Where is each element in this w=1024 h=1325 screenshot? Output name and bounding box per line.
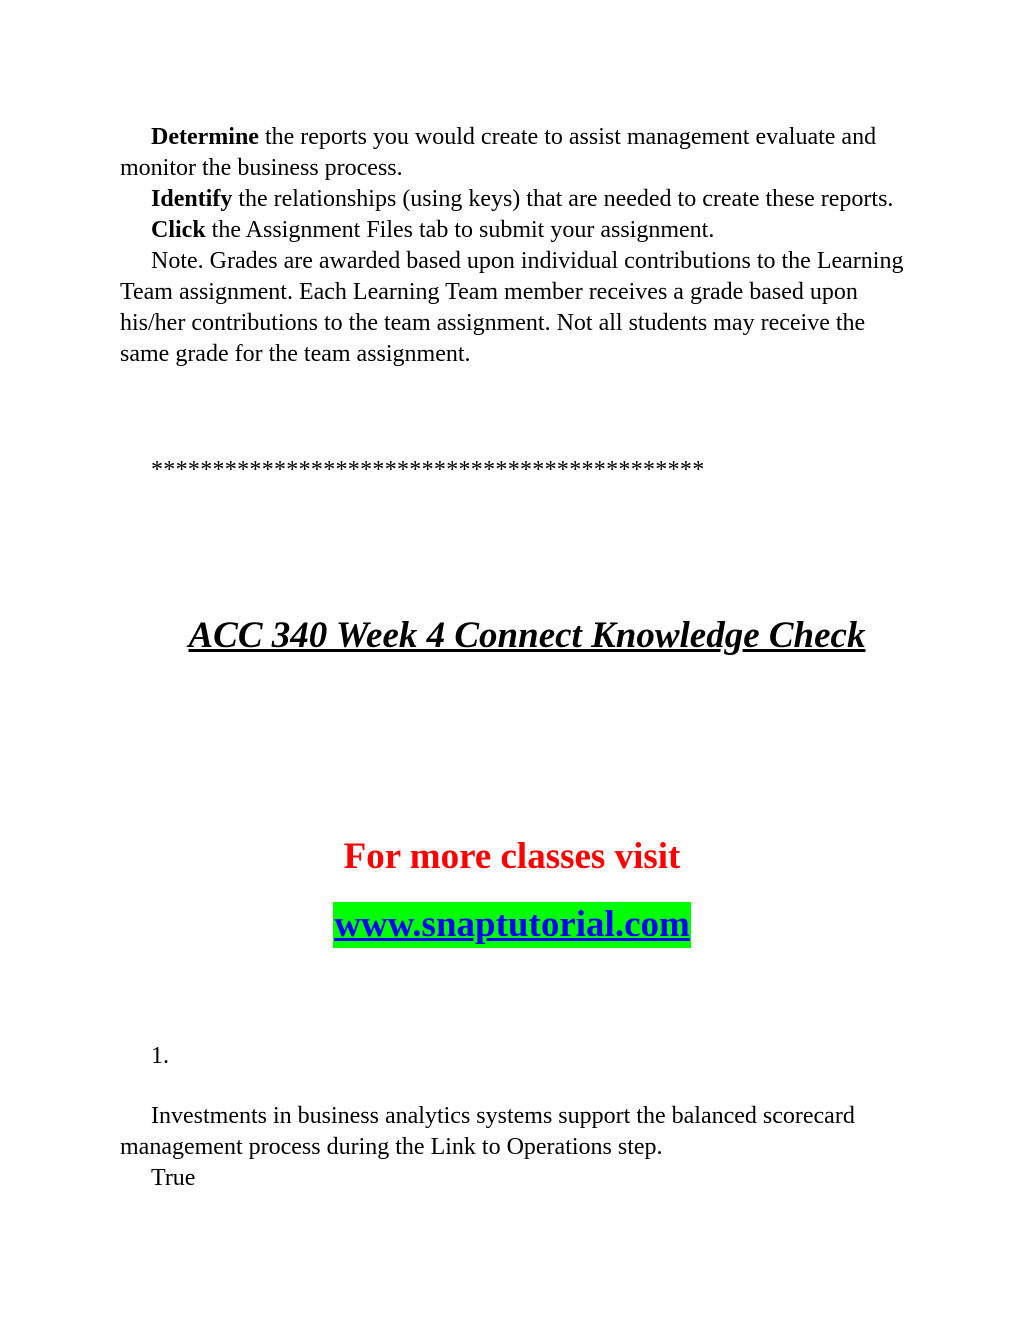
promo-link-row <box>0 902 1024 948</box>
paragraph-determine <box>120 122 910 184</box>
paragraph-identify <box>120 184 910 215</box>
keyword-determine: Determine <box>151 124 259 150</box>
promo-heading: For more classes visit <box>343 836 681 877</box>
question-number: 1. <box>151 1043 169 1069</box>
paragraph-click-text: the Assignment Files tab to submit your assignment. <box>205 217 715 243</box>
paragraph-click <box>120 215 910 246</box>
paragraph-note-text: Note. Grades are awarded based upon individual contributions to the Learning Team assignment. Each Learning Team member receives a grade based upon his/her contributions to the team assignment. Not all students may receive the same grade for the team assignment. <box>120 248 904 367</box>
question-text: Investments in business analytics systems support the balanced scorecard management process during the Link to Operations step. <box>120 1103 855 1160</box>
paragraph-identify-text: the relationships (using keys) that are needed to create these reports. <box>232 186 894 212</box>
keyword-click: Click <box>151 217 206 243</box>
keyword-identify: Identify <box>151 186 233 212</box>
promo-link[interactable]: www.snaptutorial.com <box>333 902 691 948</box>
question-block <box>120 1101 910 1194</box>
answer-option: True <box>151 1165 196 1191</box>
paragraph-note <box>120 246 910 370</box>
page-title: ACC 340 Week 4 Connect Knowledge Check <box>188 615 866 656</box>
paragraph-determine-text: the reports you would create to assist management evaluate and monitor the business process. <box>120 124 877 181</box>
intro-section <box>120 122 910 370</box>
separator-line: ********************************************* <box>151 457 705 483</box>
